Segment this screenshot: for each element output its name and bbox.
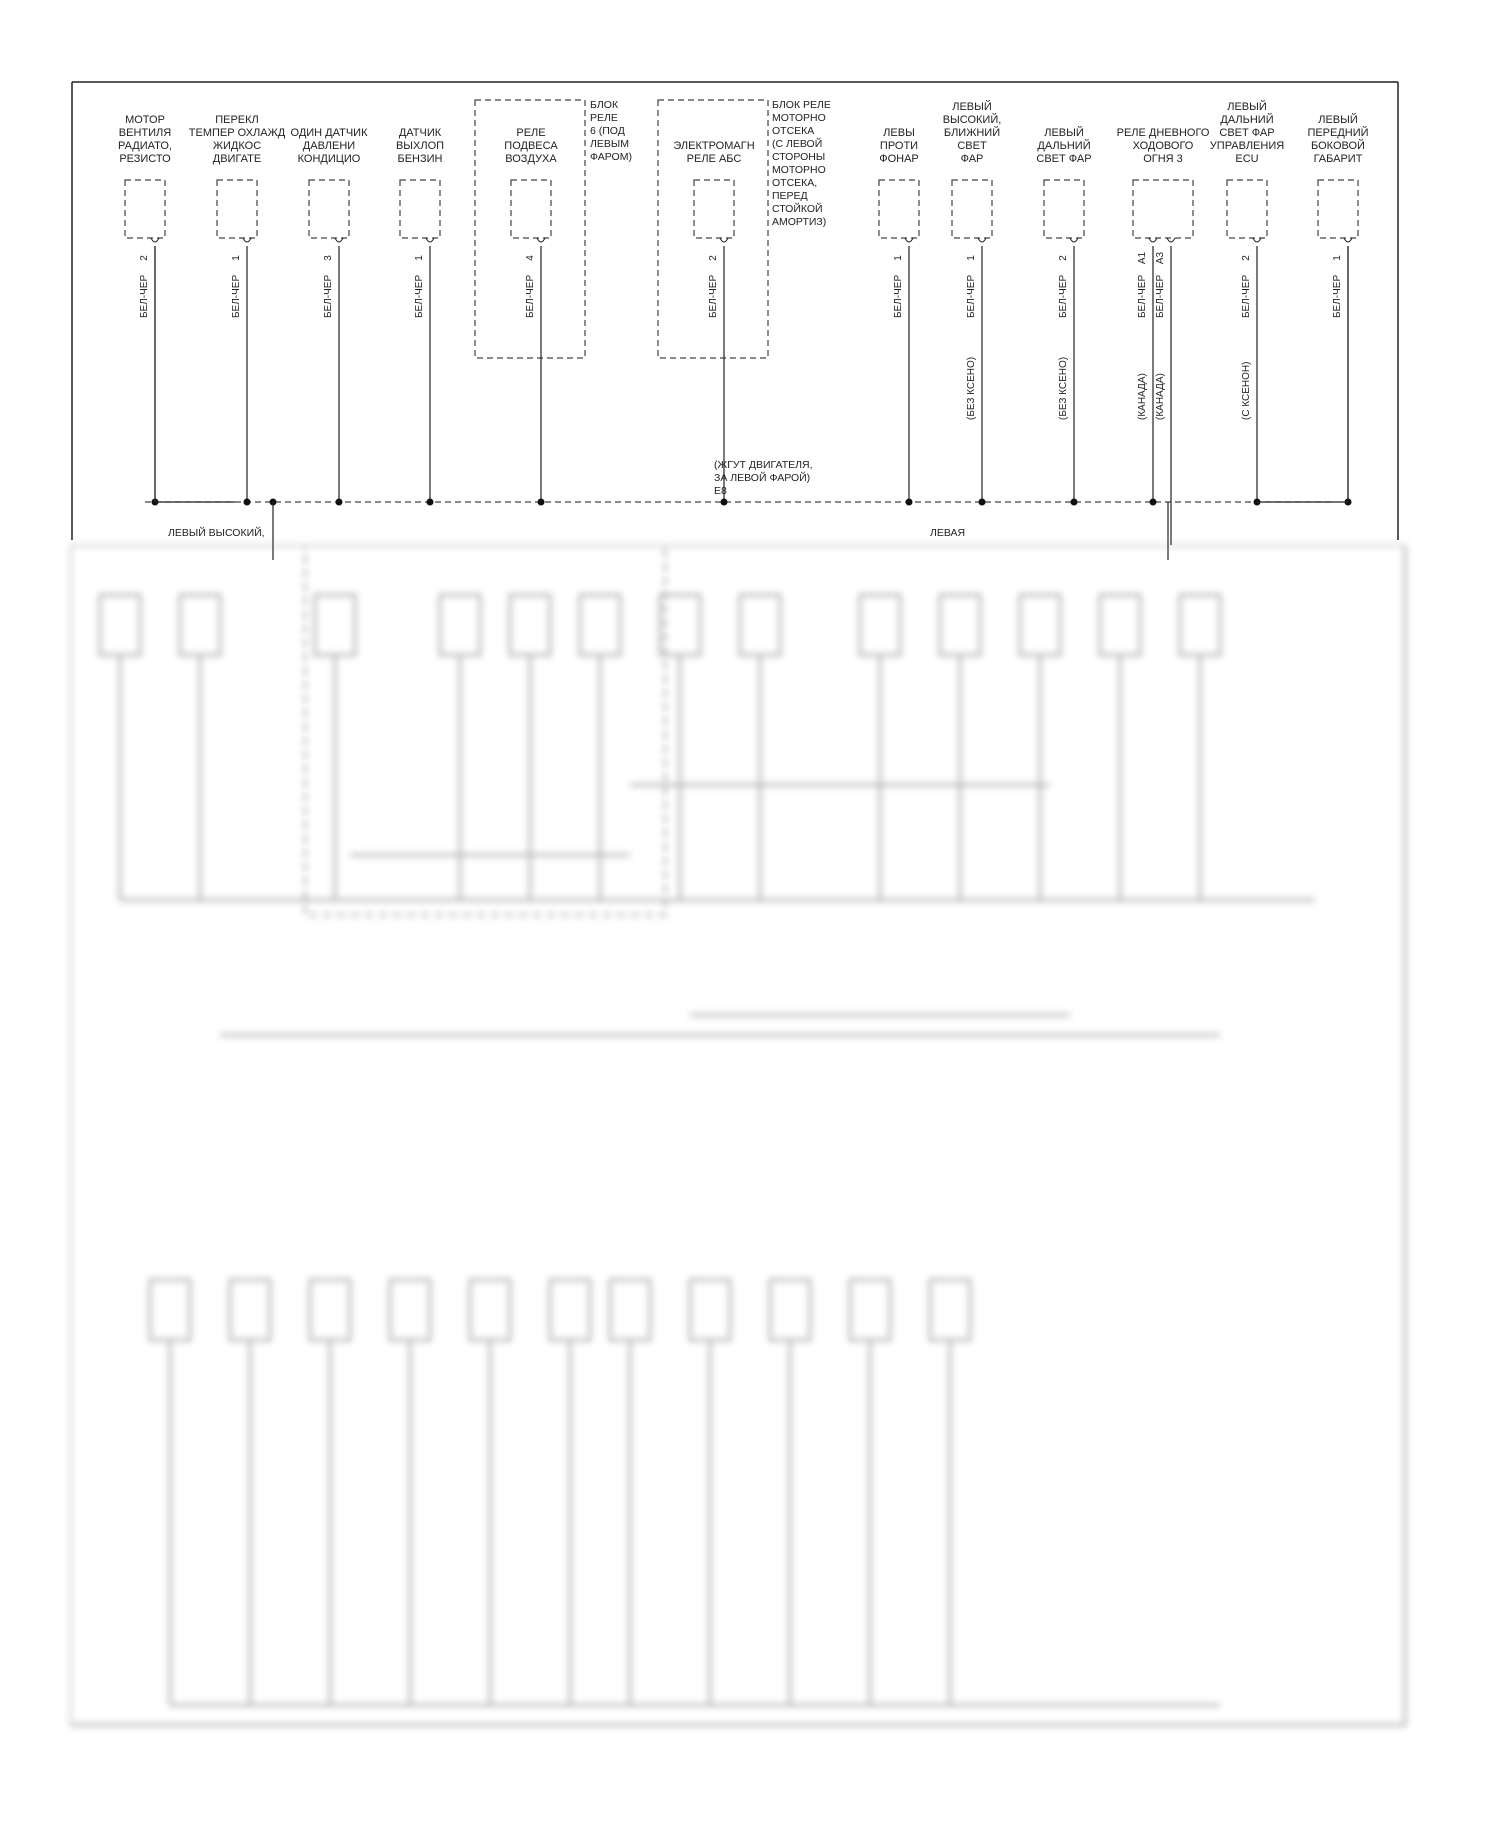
connector-icon [511,180,551,238]
pin-connector [1070,238,1078,242]
component-label: РЕЛЕ ПОДВЕСА ВОЗДУХА [504,127,558,165]
wire-note: (КАНАДА) [1155,373,1166,420]
connector-icon [1133,180,1193,238]
component-c9 [1036,126,1091,506]
pin-number: 2 [708,255,719,261]
connector-icon [400,180,440,238]
component-c4 [396,127,444,506]
pin-number: A3 [1155,251,1166,265]
pin-connector [243,238,251,242]
wire [155,246,235,502]
wire-color-label: БЕЛ-ЧЕР [893,274,904,318]
component-c6 [673,140,754,506]
pin-connector [1253,238,1261,242]
pin-number: 1 [414,255,425,261]
component-c2 [189,114,286,506]
splice-dot [906,499,913,506]
wire-color-label: БЕЛ-ЧЕР [1058,274,1069,318]
wire-color-label: БЕЛ-ЧЕР [966,274,977,318]
splice-dot [336,499,343,506]
component-label: ЛЕВЫ ПРОТИ ФОНАР [879,127,919,165]
splice-dot [427,499,434,506]
pin-number: A1 [1137,251,1148,265]
pin-number: 1 [1332,255,1343,261]
component-c8 [943,100,1002,506]
component-label: ЛЕВЫЙ ВЫСОКИЙ, БЛИЖНИЙ СВЕТ ФАР [942,101,1002,165]
pin-connector [1149,238,1157,242]
connector-icon [879,180,919,238]
connector-icon [217,180,257,238]
splice-dot [244,499,251,506]
pin-number: 2 [139,255,150,261]
component-c3 [291,127,369,506]
component-label: ЛЕВЫЙ ДАЛЬНИЙ СВЕТ ФАР [1036,127,1092,165]
wire-color-label: БЕЛ-ЧЕР [1137,274,1148,318]
component-label: ЭЛЕКТРОМАГН РЕЛЕ АБС [673,140,755,165]
component-c1 [118,114,172,506]
engine-relay-block-box [658,100,768,358]
connector-icon [952,180,992,238]
pin-number: 2 [1058,255,1069,261]
pin-connector [151,238,159,242]
component-label: ПЕРЕКЛ ТЕМПЕР ОХЛАЖД ЖИДКОС ДВИГАТЕ [188,114,286,165]
splice-dot [1150,499,1157,506]
pin-connector [426,238,434,242]
pin-number: 2 [1241,255,1252,261]
wire-color-label: БЕЛ-ЧЕР [1241,274,1252,318]
pin-number: 4 [525,255,536,261]
wire-color-label: БЕЛ-ЧЕР [323,274,334,318]
label-left: ЛЕВАЯ [930,527,966,539]
pin-connector [335,238,343,242]
relay-block-6-label: БЛОК РЕЛЕ 6 (ПОД ЛЕВЫМ ФАРОМ) [590,99,632,163]
component-label: МОТОР ВЕНТИЛЯ РАДИАТО, РЕЗИСТО [118,114,172,165]
component-label: РЕЛЕ ДНЕВНОГО ХОДОВОГО ОГНЯ 3 [1116,127,1210,165]
connector-icon [309,180,349,238]
component-c10 [1117,127,1210,545]
component-c7 [879,127,919,506]
connector-icon [125,180,165,238]
wire-color-label: БЕЛ-ЧЕР [708,274,719,318]
wire-note: (БЕЗ КСЕНО) [1058,356,1069,420]
wire-color-label: БЕЛ-ЧЕР [1155,274,1166,318]
pin-number: 1 [231,255,242,261]
component-label: ЛЕВЫЙ ДАЛЬНИЙ СВЕТ ФАР УПРАВЛЕНИЯ ECU [1209,101,1285,165]
connector-icon [1044,180,1084,238]
pin-connector [1344,238,1352,242]
component-c5 [504,127,558,506]
pin-connector [978,238,986,242]
pin-number: 3 [323,255,334,261]
splice-dot [538,499,545,506]
component-label: ДАТЧИК ВЫХЛОП БЕНЗИН [395,127,445,165]
splice-dot [721,499,728,506]
label-left-high: ЛЕВЫЙ ВЫСОКИЙ, [168,527,265,539]
component-c12 [1307,113,1368,506]
pin-connector [537,238,545,242]
pin-number: 1 [893,255,904,261]
component-label: ОДИН ДАТЧИК ДАВЛЕНИ КОНДИЦИО [290,127,368,165]
component-label: ЛЕВЫЙ ПЕРЕДНИЙ БОКОВОЙ ГАБАРИТ [1307,114,1369,165]
wire-note: (КАНАДА) [1137,373,1148,420]
wire-note: (БЕЗ КСЕНО) [966,356,977,420]
pin-connector [905,238,913,242]
pin-number: 1 [966,255,977,261]
connector-icon [694,180,734,238]
blurred-lower-section [70,545,1410,1750]
wire-color-label: БЕЛ-ЧЕР [525,274,536,318]
splice-dot [1071,499,1078,506]
wire-note: (С КСЕНОН) [1241,361,1252,420]
splice-dot [979,499,986,506]
connector-icon [1318,180,1358,238]
component-c11 [1210,100,1284,506]
wire-color-label: БЕЛ-ЧЕР [231,274,242,318]
pin-connector [1167,238,1175,242]
wire-color-label: БЕЛ-ЧЕР [1332,274,1343,318]
wire-color-label: БЕЛ-ЧЕР [139,274,150,318]
wire-color-label: БЕЛ-ЧЕР [414,274,425,318]
pin-connector [720,238,728,242]
harness-note: (ЖГУТ ДВИГАТЕЛЯ, ЗА ЛЕВОЙ ФАРОЙ) E8 [714,459,813,497]
connector-icon [1227,180,1267,238]
engine-relay-block-label: БЛОК РЕЛЕ МОТОРНО ОТСЕКА (С ЛЕВОЙ СТОРОНЫ МОТОРНО ОТСЕКА, ПЕРЕД СТОЙКОЙ АМОРТИЗ) [772,99,831,228]
